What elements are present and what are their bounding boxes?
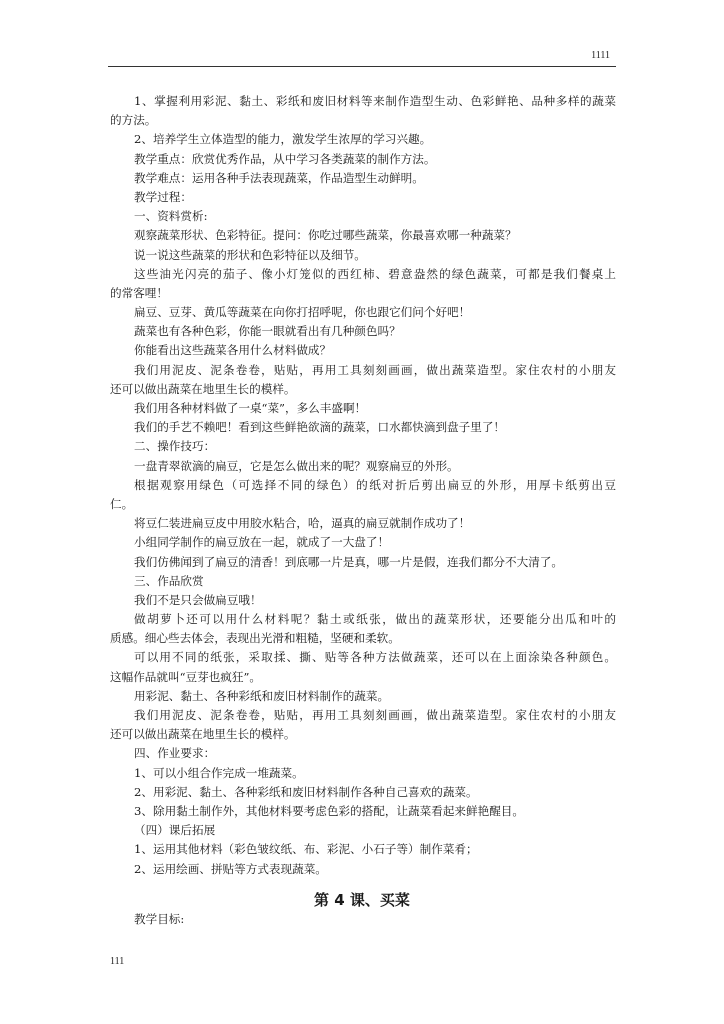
- body-line: 还可以做出蔬菜在地里生长的模样。: [110, 381, 296, 396]
- lesson-body: [110, 910, 616, 929]
- body-line: 3、除用黏土制作外，其他材料要考虑色彩的搭配，让蔬菜看起来鲜艳醒目。: [134, 803, 524, 818]
- body-line: 教学难点：运用各种手法表现蔬菜，作品造型生动鲜明。: [134, 170, 424, 185]
- body-line: 用彩泥、黏土、各种彩纸和废旧材料制作的蔬菜。: [134, 688, 390, 703]
- body-line: 小组同学制作的扁豆放在一起，就成了一大盘了！: [134, 535, 390, 550]
- body-line: 教学重点：欣赏优秀作品，从中学习各类蔬菜的制作方法。: [134, 151, 436, 166]
- body-line: 的方法。: [110, 113, 157, 128]
- body-line: 1、可以小组合作完成一堆蔬菜。: [134, 765, 304, 780]
- body-line: 2、运用绘画、拼贴等方式表现蔬菜。: [134, 861, 327, 876]
- body-line: 教学目标:: [134, 912, 185, 926]
- body-line: 我们不是只会做扁豆哦！: [134, 592, 262, 607]
- body-line: 将豆仁装进扁豆皮中用胶水粘合，哈，逼真的扁豆就制作成功了！: [134, 516, 471, 531]
- lesson-title: 第 4 课、买菜: [314, 891, 410, 909]
- section-heading: 一、资料赏析:: [134, 209, 208, 224]
- body-line: 这幅作品就叫“豆芽也疯狂”。: [110, 669, 261, 684]
- body-line: 一盘青翠欲滴的扁豆，它是怎么做出来的呢？观察扁豆的外形。: [134, 458, 459, 473]
- body-line: 2、用彩泥、黏土、各种彩纸和废旧材料制作各种自己喜欢的蔬菜。: [134, 784, 478, 799]
- body-line: 1、运用其他材料（彩色皱纹纸、布、彩泥、小石子等）制作菜肴；: [134, 842, 478, 857]
- body-line: 你能看出这些蔬菜各用什么材料做成？: [134, 343, 332, 358]
- body-line: 说一说这些蔬菜的形状和色彩特征以及细节。: [134, 247, 366, 262]
- body-line: 我们用泥皮、泥条卷卷，贴贴，再用工具刻刻画画，做出蔬菜造型。家住农村的小朋友: [134, 362, 616, 377]
- section-heading: 二、操作技巧：: [134, 439, 216, 454]
- body-line: 1、掌握利用彩泥、黏土、彩纸和废旧材料等来制作造型生动、色彩鲜艳、品种多样的蔬菜: [134, 94, 616, 108]
- section-heading: （四）课后拓展: [134, 823, 216, 838]
- header-rule: [108, 66, 616, 67]
- body-line: 扁豆、豆芽、黄瓜等蔬菜在向你打招呼呢，你也跟它们问个好吧！: [134, 305, 471, 320]
- body-line: 我们用泥皮、泥条卷卷，贴贴，再用工具刻刻画画，做出蔬菜造型。家住农村的小朋友: [134, 708, 616, 722]
- document-body: [110, 92, 616, 879]
- body-line: 仁。: [110, 496, 134, 511]
- body-line: 可以用不同的纸张，采取揉、撕、贴等各种方法做蔬菜，还可以在上面涂染各种颜色。: [134, 650, 616, 665]
- body-line: 我们用各种材料做了一桌“菜”，多么丰盛啊！: [134, 401, 367, 415]
- body-line: 这些油光闪亮的茄子、像小灯笼似的西红柿、碧意盎然的绿色蔬菜，可都是我们餐桌上: [134, 266, 616, 281]
- footer-page-number: 111: [110, 956, 125, 967]
- body-line: 教学过程：: [134, 189, 192, 204]
- page-header-number: 1111: [591, 50, 610, 61]
- section-heading: 四、作业要求：: [134, 746, 216, 761]
- body-line: 我们仿佛闻到了扁豆的清香！到底哪一片是真，哪一片是假，连我们都分不大清了。: [134, 554, 563, 569]
- body-line: 做胡萝卜还可以用什么材料呢？黏土或纸张，做出的蔬菜形状，还要能分出瓜和叶的: [134, 612, 616, 627]
- body-line: 2、培养学生立体造型的能力，激发学生浓厚的学习兴趣。: [134, 132, 432, 147]
- section-heading: 三、作品欣赏: [134, 573, 204, 588]
- body-line: 蔬菜也有各种色彩，你能一眼就看出有几种颜色吗？: [134, 324, 401, 339]
- body-line: 质感。细心些去体会，表现出光滑和粗糙，坚硬和柔软。: [110, 631, 400, 646]
- body-line: 还可以做出蔬菜在地里生长的模样。: [110, 727, 296, 742]
- body-line: 我们的手艺不赖吧！看到这些鲜艳欲滴的蔬菜，口水都快滴到盘子里了！: [134, 420, 506, 435]
- body-line: 的常客哩！: [110, 285, 168, 300]
- body-line: 根据观察用绿色（可选择不同的绿色）的纸对折后剪出扁豆的外形，用厚卡纸剪出豆: [134, 477, 616, 492]
- body-line: 观察蔬菜形状、色彩特征。提问：你吃过哪些蔬菜，你最喜欢哪一种蔬菜？: [134, 228, 517, 243]
